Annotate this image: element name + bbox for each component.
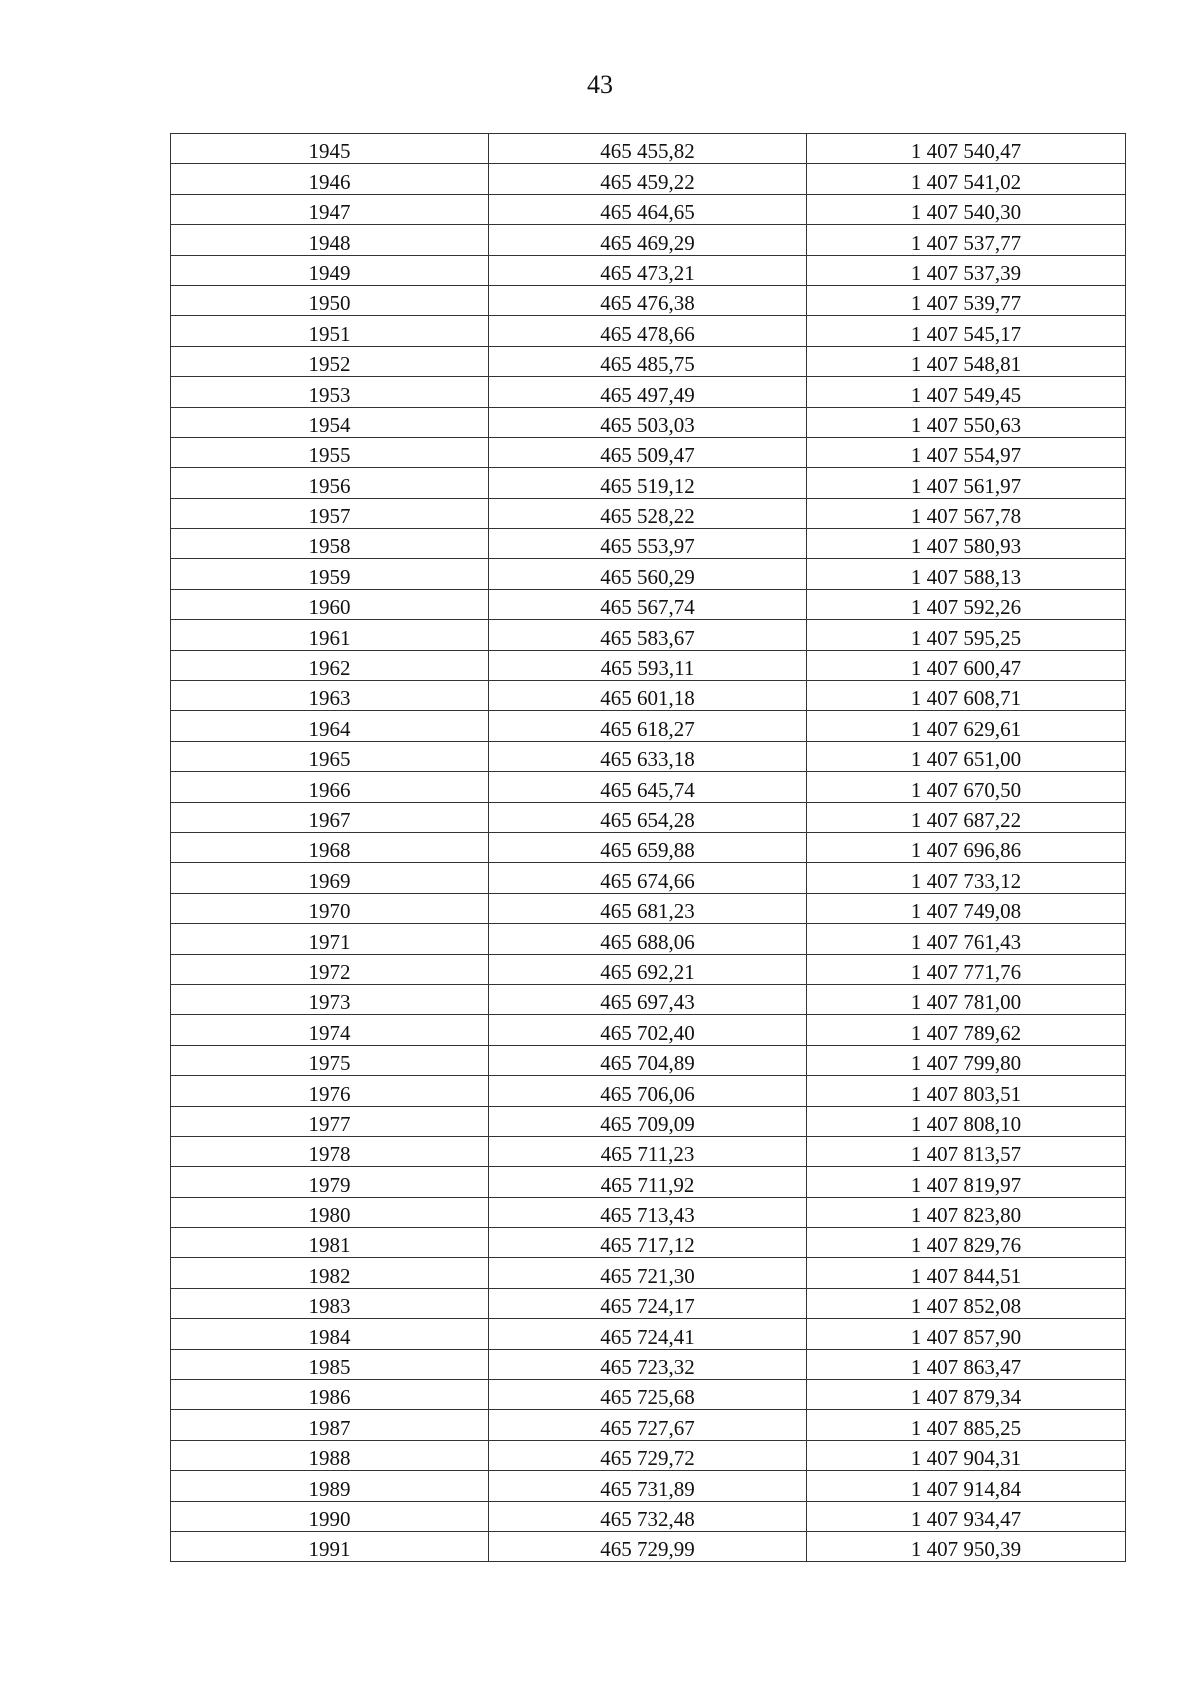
x-coordinate-cell: 465 553,97 [489, 529, 807, 559]
point-number-cell: 1955 [171, 437, 489, 467]
y-coordinate-cell: 1 407 550,63 [807, 407, 1126, 437]
point-number-cell: 1981 [171, 1228, 489, 1258]
x-coordinate-cell: 465 473,21 [489, 255, 807, 285]
x-coordinate-cell: 465 697,43 [489, 984, 807, 1014]
x-coordinate-cell: 465 724,17 [489, 1288, 807, 1318]
table-row [171, 681, 1126, 711]
x-coordinate-cell: 465 469,29 [489, 225, 807, 255]
y-coordinate-cell: 1 407 540,47 [807, 134, 1126, 164]
x-coordinate-cell: 465 721,30 [489, 1258, 807, 1288]
table-row [171, 1045, 1126, 1075]
point-number-cell: 1952 [171, 346, 489, 376]
x-coordinate-cell: 465 560,29 [489, 559, 807, 589]
table-row [171, 741, 1126, 771]
point-number-cell: 1985 [171, 1349, 489, 1379]
x-coordinate-cell: 465 713,43 [489, 1197, 807, 1227]
point-number-cell: 1991 [171, 1531, 489, 1561]
table-row [171, 863, 1126, 893]
y-coordinate-cell: 1 407 687,22 [807, 802, 1126, 832]
y-coordinate-cell: 1 407 863,47 [807, 1349, 1126, 1379]
y-coordinate-cell: 1 407 539,77 [807, 285, 1126, 315]
y-coordinate-cell: 1 407 592,26 [807, 589, 1126, 619]
y-coordinate-cell: 1 407 844,51 [807, 1258, 1126, 1288]
x-coordinate-cell: 465 459,22 [489, 164, 807, 194]
table-row [171, 1349, 1126, 1379]
table-row [171, 1471, 1126, 1501]
x-coordinate-cell: 465 723,32 [489, 1349, 807, 1379]
point-number-cell: 1958 [171, 529, 489, 559]
point-number-cell: 1988 [171, 1440, 489, 1470]
y-coordinate-cell: 1 407 548,81 [807, 346, 1126, 376]
y-coordinate-cell: 1 407 567,78 [807, 498, 1126, 528]
x-coordinate-cell: 465 503,03 [489, 407, 807, 437]
table-row [171, 134, 1126, 164]
point-number-cell: 1950 [171, 285, 489, 315]
x-coordinate-cell: 465 709,09 [489, 1106, 807, 1136]
point-number-cell: 1964 [171, 711, 489, 741]
table-row [171, 1531, 1126, 1561]
point-number-cell: 1966 [171, 772, 489, 802]
y-coordinate-cell: 1 407 914,84 [807, 1471, 1126, 1501]
coordinates-table-body [171, 134, 1126, 1562]
table-row [171, 1228, 1126, 1258]
table-row [171, 468, 1126, 498]
x-coordinate-cell: 465 729,99 [489, 1531, 807, 1561]
point-number-cell: 1965 [171, 741, 489, 771]
x-coordinate-cell: 465 681,23 [489, 893, 807, 923]
x-coordinate-cell: 465 528,22 [489, 498, 807, 528]
y-coordinate-cell: 1 407 803,51 [807, 1076, 1126, 1106]
x-coordinate-cell: 465 702,40 [489, 1015, 807, 1045]
x-coordinate-cell: 465 674,66 [489, 863, 807, 893]
x-coordinate-cell: 465 509,47 [489, 437, 807, 467]
table-row [171, 1167, 1126, 1197]
y-coordinate-cell: 1 407 799,80 [807, 1045, 1126, 1075]
table-row [171, 1440, 1126, 1470]
y-coordinate-cell: 1 407 595,25 [807, 620, 1126, 650]
y-coordinate-cell: 1 407 600,47 [807, 650, 1126, 680]
y-coordinate-cell: 1 407 934,47 [807, 1501, 1126, 1531]
y-coordinate-cell: 1 407 651,00 [807, 741, 1126, 771]
y-coordinate-cell: 1 407 819,97 [807, 1167, 1126, 1197]
x-coordinate-cell: 465 731,89 [489, 1471, 807, 1501]
y-coordinate-cell: 1 407 771,76 [807, 954, 1126, 984]
x-coordinate-cell: 465 688,06 [489, 924, 807, 954]
x-coordinate-cell: 465 497,49 [489, 377, 807, 407]
table-row [171, 1136, 1126, 1166]
point-number-cell: 1949 [171, 255, 489, 285]
point-number-cell: 1979 [171, 1167, 489, 1197]
table-row [171, 893, 1126, 923]
y-coordinate-cell: 1 407 541,02 [807, 164, 1126, 194]
x-coordinate-cell: 465 455,82 [489, 134, 807, 164]
point-number-cell: 1980 [171, 1197, 489, 1227]
y-coordinate-cell: 1 407 580,93 [807, 529, 1126, 559]
table-row [171, 620, 1126, 650]
point-number-cell: 1971 [171, 924, 489, 954]
point-number-cell: 1986 [171, 1380, 489, 1410]
y-coordinate-cell: 1 407 537,77 [807, 225, 1126, 255]
table-row [171, 529, 1126, 559]
point-number-cell: 1947 [171, 194, 489, 224]
table-row [171, 407, 1126, 437]
coordinates-table [170, 133, 1126, 1562]
page-number: 43 [587, 70, 613, 99]
point-number-cell: 1969 [171, 863, 489, 893]
y-coordinate-cell: 1 407 857,90 [807, 1319, 1126, 1349]
x-coordinate-cell: 465 633,18 [489, 741, 807, 771]
point-number-cell: 1957 [171, 498, 489, 528]
table-row [171, 954, 1126, 984]
y-coordinate-cell: 1 407 885,25 [807, 1410, 1126, 1440]
x-coordinate-cell: 465 645,74 [489, 772, 807, 802]
y-coordinate-cell: 1 407 545,17 [807, 316, 1126, 346]
table-row [171, 802, 1126, 832]
point-number-cell: 1962 [171, 650, 489, 680]
y-coordinate-cell: 1 407 554,97 [807, 437, 1126, 467]
y-coordinate-cell: 1 407 629,61 [807, 711, 1126, 741]
x-coordinate-cell: 465 464,65 [489, 194, 807, 224]
x-coordinate-cell: 465 654,28 [489, 802, 807, 832]
point-number-cell: 1967 [171, 802, 489, 832]
point-number-cell: 1960 [171, 589, 489, 619]
table-row [171, 1380, 1126, 1410]
x-coordinate-cell: 465 711,92 [489, 1167, 807, 1197]
point-number-cell: 1982 [171, 1258, 489, 1288]
table-row [171, 498, 1126, 528]
x-coordinate-cell: 465 706,06 [489, 1076, 807, 1106]
table-row [171, 377, 1126, 407]
y-coordinate-cell: 1 407 808,10 [807, 1106, 1126, 1136]
y-coordinate-cell: 1 407 950,39 [807, 1531, 1126, 1561]
table-row [171, 924, 1126, 954]
table-row [171, 1258, 1126, 1288]
x-coordinate-cell: 465 478,66 [489, 316, 807, 346]
y-coordinate-cell: 1 407 540,30 [807, 194, 1126, 224]
x-coordinate-cell: 465 692,21 [489, 954, 807, 984]
point-number-cell: 1989 [171, 1471, 489, 1501]
table-row [171, 194, 1126, 224]
point-number-cell: 1946 [171, 164, 489, 194]
point-number-cell: 1970 [171, 893, 489, 923]
table-row [171, 1288, 1126, 1318]
point-number-cell: 1973 [171, 984, 489, 1014]
point-number-cell: 1990 [171, 1501, 489, 1531]
x-coordinate-cell: 465 724,41 [489, 1319, 807, 1349]
y-coordinate-cell: 1 407 588,13 [807, 559, 1126, 589]
x-coordinate-cell: 465 725,68 [489, 1380, 807, 1410]
y-coordinate-cell: 1 407 781,00 [807, 984, 1126, 1014]
x-coordinate-cell: 465 711,23 [489, 1136, 807, 1166]
y-coordinate-cell: 1 407 670,50 [807, 772, 1126, 802]
point-number-cell: 1945 [171, 134, 489, 164]
y-coordinate-cell: 1 407 879,34 [807, 1380, 1126, 1410]
x-coordinate-cell: 465 659,88 [489, 832, 807, 862]
point-number-cell: 1959 [171, 559, 489, 589]
y-coordinate-cell: 1 407 696,86 [807, 832, 1126, 862]
y-coordinate-cell: 1 407 904,31 [807, 1440, 1126, 1470]
y-coordinate-cell: 1 407 561,97 [807, 468, 1126, 498]
point-number-cell: 1978 [171, 1136, 489, 1166]
point-number-cell: 1983 [171, 1288, 489, 1318]
x-coordinate-cell: 465 519,12 [489, 468, 807, 498]
y-coordinate-cell: 1 407 749,08 [807, 893, 1126, 923]
point-number-cell: 1984 [171, 1319, 489, 1349]
y-coordinate-cell: 1 407 852,08 [807, 1288, 1126, 1318]
point-number-cell: 1954 [171, 407, 489, 437]
table-row [171, 437, 1126, 467]
point-number-cell: 1963 [171, 681, 489, 711]
y-coordinate-cell: 1 407 537,39 [807, 255, 1126, 285]
y-coordinate-cell: 1 407 549,45 [807, 377, 1126, 407]
point-number-cell: 1951 [171, 316, 489, 346]
y-coordinate-cell: 1 407 829,76 [807, 1228, 1126, 1258]
x-coordinate-cell: 465 583,67 [489, 620, 807, 650]
x-coordinate-cell: 465 567,74 [489, 589, 807, 619]
y-coordinate-cell: 1 407 823,80 [807, 1197, 1126, 1227]
table-row [171, 1106, 1126, 1136]
x-coordinate-cell: 465 727,67 [489, 1410, 807, 1440]
point-number-cell: 1987 [171, 1410, 489, 1440]
point-number-cell: 1977 [171, 1106, 489, 1136]
table-row [171, 772, 1126, 802]
y-coordinate-cell: 1 407 733,12 [807, 863, 1126, 893]
x-coordinate-cell: 465 601,18 [489, 681, 807, 711]
table-row [171, 164, 1126, 194]
y-coordinate-cell: 1 407 789,62 [807, 1015, 1126, 1045]
table-row [171, 1076, 1126, 1106]
x-coordinate-cell: 465 593,11 [489, 650, 807, 680]
table-row [171, 650, 1126, 680]
x-coordinate-cell: 465 729,72 [489, 1440, 807, 1470]
x-coordinate-cell: 465 732,48 [489, 1501, 807, 1531]
point-number-cell: 1972 [171, 954, 489, 984]
x-coordinate-cell: 465 476,38 [489, 285, 807, 315]
x-coordinate-cell: 465 717,12 [489, 1228, 807, 1258]
table-row [171, 225, 1126, 255]
table-row [171, 984, 1126, 1014]
x-coordinate-cell: 465 485,75 [489, 346, 807, 376]
y-coordinate-cell: 1 407 813,57 [807, 1136, 1126, 1166]
table-row [171, 1015, 1126, 1045]
point-number-cell: 1956 [171, 468, 489, 498]
point-number-cell: 1975 [171, 1045, 489, 1075]
x-coordinate-cell: 465 618,27 [489, 711, 807, 741]
y-coordinate-cell: 1 407 608,71 [807, 681, 1126, 711]
point-number-cell: 1968 [171, 832, 489, 862]
table-row [171, 1410, 1126, 1440]
table-row [171, 589, 1126, 619]
y-coordinate-cell: 1 407 761,43 [807, 924, 1126, 954]
x-coordinate-cell: 465 704,89 [489, 1045, 807, 1075]
table-row [171, 255, 1126, 285]
table-row [171, 346, 1126, 376]
point-number-cell: 1948 [171, 225, 489, 255]
table-row [171, 832, 1126, 862]
point-number-cell: 1974 [171, 1015, 489, 1045]
point-number-cell: 1961 [171, 620, 489, 650]
table-row [171, 1319, 1126, 1349]
point-number-cell: 1953 [171, 377, 489, 407]
table-row [171, 285, 1126, 315]
table-row [171, 1501, 1126, 1531]
table-row [171, 1197, 1126, 1227]
table-row [171, 316, 1126, 346]
point-number-cell: 1976 [171, 1076, 489, 1106]
table-row [171, 559, 1126, 589]
table-row [171, 711, 1126, 741]
